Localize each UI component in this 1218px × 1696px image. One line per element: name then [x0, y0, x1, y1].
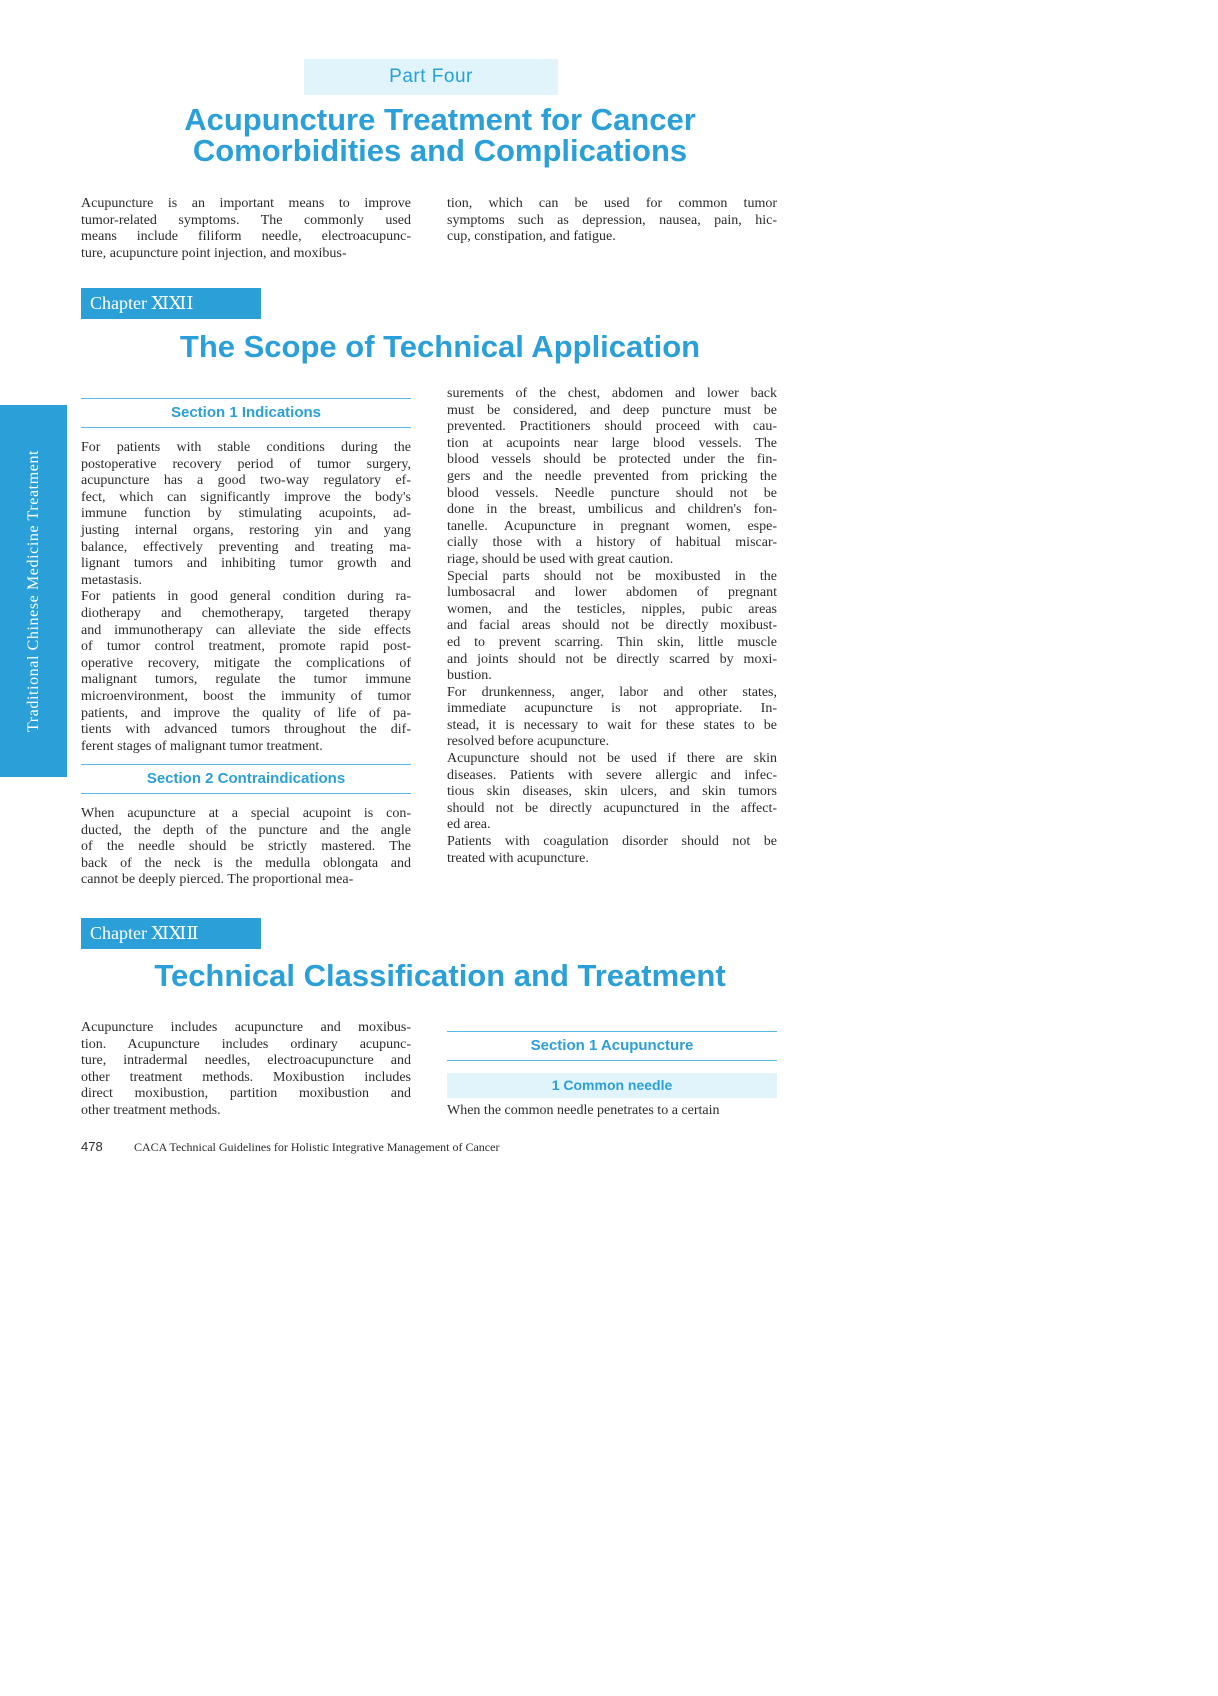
chapter-21-label: Chapter ⅪⅪⅠ	[81, 288, 261, 319]
text-line: ducted, the depth of the puncture and the angle	[81, 822, 411, 838]
text-line: For patients in good general condition during ra-	[81, 589, 411, 605]
text-line: ture, intradermal needles, electroacupuncture and	[81, 1053, 411, 1069]
chapter-22-title: Technical Classification and Treatment	[154, 958, 726, 993]
text-line: gers and the needle prevented from pricking the	[447, 468, 777, 484]
text-line: resolved before acupuncture.	[447, 734, 610, 750]
text-line: blood vessels. Needle puncture should not be	[447, 485, 777, 501]
text-line: done in the breast, umbilicus and children's fon-	[447, 502, 777, 518]
text-line: must be considered, and deep puncture must be	[447, 402, 777, 418]
text-line: cup, constipation, and fatigue.	[447, 229, 616, 245]
chapter-21-left-column	[81, 440, 411, 755]
text-line: lumbosacral and lower abdomen of pregnant	[447, 585, 777, 601]
text-line: tion, which can be used for common tumor	[447, 196, 777, 211]
text-line: ferent stages of malignant tumor treatment.	[81, 738, 323, 754]
text-line: cially those with a history of habitual miscar-	[447, 535, 777, 551]
contraindications-paragraph-1-continued	[447, 386, 777, 569]
text-line: of tumor control treatment, promote rapid post-	[81, 639, 411, 655]
text-line: women, and the testicles, nipples, pubic areas	[447, 601, 777, 617]
part-title	[80, 104, 800, 166]
contraindications-paragraph-2	[447, 569, 777, 685]
text-line: diotherapy and chemotherapy, targeted therapy	[81, 605, 411, 621]
section-1-acupuncture-heading: Section 1 Acupuncture	[447, 1031, 777, 1061]
intro-paragraph-continued	[447, 196, 777, 246]
text-line: blood vessels should be protected under the fin-	[447, 452, 777, 468]
intro-left-column	[81, 196, 411, 262]
text-line: acupuncture has a good two-way regulatory ef-	[81, 473, 411, 489]
contraindications-left-column	[81, 806, 411, 889]
text-line: prevented. Practitioners should proceed with cau-	[447, 419, 777, 435]
text-line: stead, it is necessary to wait for these states to be	[447, 717, 777, 733]
text-line: ture, acupuncture point injection, and moxibus-	[81, 245, 347, 261]
text-line: should not be directly acupunctured in the affect-	[447, 800, 777, 816]
text-line: treated with acupuncture.	[447, 850, 589, 866]
text-line: Special parts should not be moxibusted in the	[447, 568, 777, 584]
chapter-22-label: Chapter ⅪⅪⅡ	[81, 918, 261, 949]
text-line: ed to prevent scarring. Thin skin, little muscle	[447, 634, 777, 650]
chapter-22-right-column	[447, 1103, 777, 1120]
text-line: tients with advanced tumors throughout the dif-	[81, 722, 411, 738]
common-needle-subheading: 1 Common needle	[447, 1073, 777, 1098]
text-line: back of the neck is the medulla oblongata and	[81, 855, 411, 871]
text-line: other treatment methods. Moxibustion includes	[81, 1069, 411, 1085]
side-tab-label: Traditional Chinese Medicine Treatment	[24, 449, 42, 733]
text-line: tumor-related symptoms. The commonly used	[81, 212, 411, 228]
contraindications-paragraph-5	[447, 834, 777, 867]
text-line: bustion.	[447, 668, 492, 684]
text-line: lignant tumors and inhibiting tumor growth and	[81, 556, 411, 572]
part-title-line-1: Acupuncture Treatment for Cancer	[184, 102, 696, 137]
text-line: immediate acupuncture is not appropriate. In-	[447, 701, 777, 717]
chapter-21-title: The Scope of Technical Application	[179, 329, 701, 364]
running-footer-title: CACA Technical Guidelines for Holistic Integrative Management of Cancer	[133, 1140, 500, 1154]
text-line: When acupuncture at a special acupoint is con-	[81, 806, 411, 821]
text-line: Acupuncture is an important means to improve	[81, 196, 411, 211]
page-number: 478	[81, 1139, 103, 1154]
section-1-indications-heading: Section 1 Indications	[81, 398, 411, 428]
text-line: Patients with coagulation disorder should not be	[447, 834, 777, 850]
text-line: of the needle should be strictly mastered. The	[81, 839, 411, 855]
text-line: tion at acupoints near large blood vessels. The	[447, 435, 777, 451]
text-line: means include filiform needle, electroacupunc-	[81, 229, 411, 245]
text-line: and joints should not be directly scarred by moxi-	[447, 651, 777, 667]
text-line: Acupuncture includes acupuncture and moxibus-	[81, 1020, 411, 1035]
chapter-22-left-column	[81, 1020, 411, 1120]
text-line: ed area.	[447, 817, 491, 833]
part-title-line-2: Comorbidities and Complications	[192, 133, 688, 168]
text-line: tion. Acupuncture includes ordinary acupunc-	[81, 1036, 411, 1052]
text-line: cannot be deeply pierced. The proportional mea-	[81, 872, 354, 888]
text-line: When the common needle penetrates to a certain	[447, 1103, 720, 1118]
contraindications-paragraph-3	[447, 685, 777, 751]
section-2-contraindications-heading: Section 2 Contraindications	[81, 764, 411, 794]
text-line: direct moxibustion, partition moxibustion and	[81, 1086, 411, 1102]
common-needle-paragraph	[447, 1103, 777, 1120]
text-line: diseases. Patients with severe allergic and infec-	[447, 767, 777, 783]
chapter-21-right-column	[447, 386, 777, 867]
text-line: postoperative recovery period of tumor surgery,	[81, 456, 411, 472]
text-line: For drunkenness, anger, labor and other states,	[447, 684, 777, 700]
side-tab	[0, 405, 67, 777]
intro-paragraph	[81, 196, 411, 262]
text-line: balance, effectively preventing and treating ma-	[81, 539, 411, 555]
text-line: For patients with stable conditions during the	[81, 440, 411, 455]
text-line: and immunotherapy can alleviate the side effects	[81, 622, 411, 638]
text-line: tanelle. Acupuncture in pregnant women, espe-	[447, 518, 777, 534]
classification-paragraph-1	[81, 1020, 411, 1120]
text-line: Acupuncture should not be used if there are skin	[447, 751, 777, 767]
contraindications-paragraph-4	[447, 751, 777, 834]
text-line: other treatment methods.	[81, 1102, 221, 1118]
page-footer	[81, 1139, 499, 1155]
text-line: tious skin diseases, skin ulcers, and skin tumors	[447, 784, 777, 800]
text-line: fect, which can significantly improve the body's	[81, 489, 411, 505]
text-line: malignant tumors, regulate the tumor immune	[81, 672, 411, 688]
indications-paragraph-1	[81, 440, 411, 589]
indications-paragraph-2	[81, 589, 411, 755]
text-line: surements of the chest, abdomen and lower back	[447, 386, 777, 401]
text-line: immune function by stimulating acupoints, ad-	[81, 506, 411, 522]
text-line: and facial areas should not be directly moxibust-	[447, 618, 777, 634]
contraindications-paragraph-1	[81, 806, 411, 889]
text-line: justing internal organs, restoring yin and yang	[81, 522, 411, 538]
intro-right-column	[447, 196, 777, 246]
text-line: metastasis.	[81, 572, 143, 588]
text-line: patients, and improve the quality of life of pa-	[81, 705, 411, 721]
text-line: microenvironment, boost the immunity of tumor	[81, 688, 411, 704]
part-label: Part Four	[304, 59, 558, 95]
text-line: operative recovery, mitigate the complications of	[81, 655, 411, 671]
text-line: riage, should be used with great caution.	[447, 551, 674, 567]
text-line: symptoms such as depression, nausea, pain, hic-	[447, 212, 777, 228]
